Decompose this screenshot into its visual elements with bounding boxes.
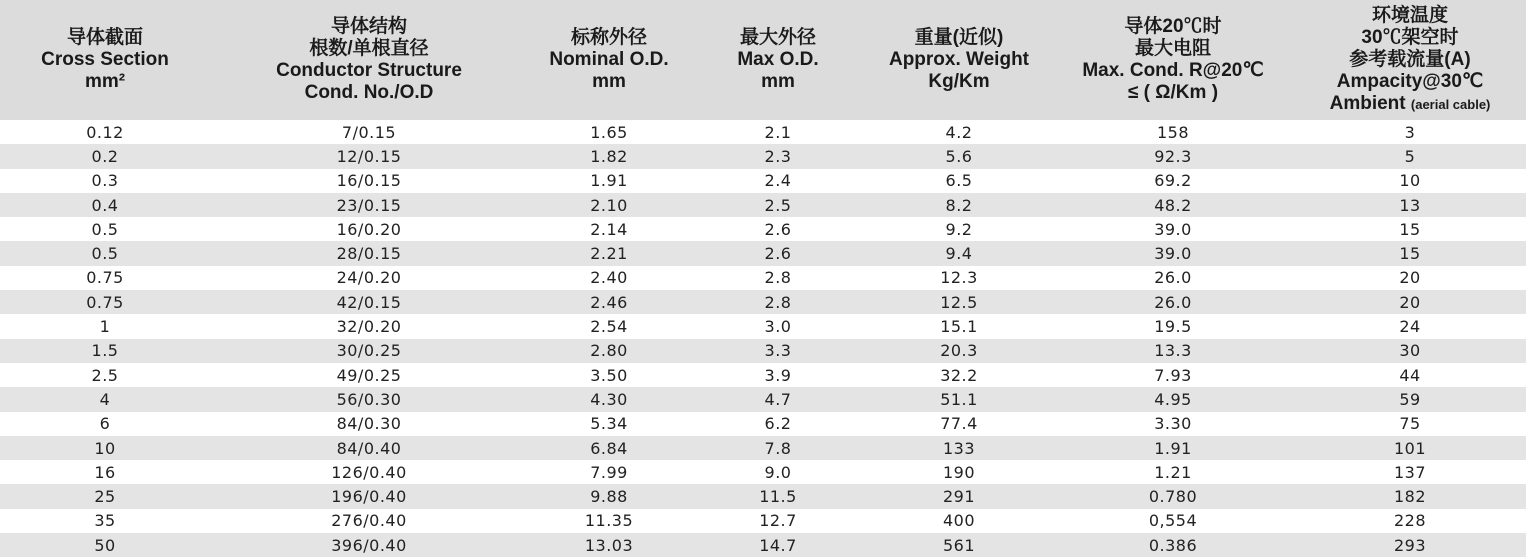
table-cell: 1.5 [91, 341, 119, 361]
table-cell: 35 [94, 511, 116, 531]
table-cell: 20 [1399, 268, 1421, 288]
table-header [0, 0, 1526, 120]
table-cell: 15.1 [940, 317, 978, 337]
table-cell: 50 [94, 535, 116, 555]
table-cell: 6.84 [590, 438, 628, 458]
header-aerial-note: (aerial cable) [1410, 96, 1491, 112]
table-body [0, 120, 1526, 557]
table-row [0, 509, 1526, 533]
header-line: 最大外径 [739, 27, 816, 48]
table-cell: 2.3 [764, 146, 792, 166]
table-cell: 9.0 [764, 462, 792, 482]
table-cell: 7.93 [1154, 365, 1192, 385]
table-cell: 30/0.25 [336, 341, 402, 361]
header-line: 导体结构 [330, 16, 407, 37]
header-line: 标称外径 [570, 27, 647, 48]
header-line: Conductor Structure [276, 60, 462, 81]
header-max-resistance [1052, 0, 1294, 120]
table-cell: 28/0.15 [336, 244, 402, 264]
table-cell: 2.8 [764, 292, 792, 312]
table-cell: 1.21 [1154, 462, 1192, 482]
table-cell: 400 [942, 511, 976, 531]
table-cell: 7/0.15 [341, 122, 397, 142]
header-line: Max. Cond. R@20℃ [1082, 60, 1264, 81]
table-cell: 2.5 [764, 195, 792, 215]
table-cell: 11.35 [584, 511, 634, 531]
header-line: 30℃架空时 [1361, 26, 1459, 48]
table-row [0, 266, 1526, 290]
table-cell: 16/0.20 [336, 219, 402, 239]
table-cell: 6 [99, 414, 111, 434]
table-cell: 32.2 [940, 365, 978, 385]
table-cell: 92.3 [1154, 146, 1192, 166]
header-line: Max O.D. [737, 49, 819, 70]
table-row [0, 484, 1526, 508]
table-cell: 3.9 [764, 365, 792, 385]
table-cell: 0.75 [86, 268, 124, 288]
table-cell: 5.6 [945, 146, 973, 166]
header-max-od [690, 0, 866, 120]
table-cell: 20 [1399, 292, 1421, 312]
table-cell: 39.0 [1154, 244, 1192, 264]
header-line: mm [592, 71, 626, 92]
table-row [0, 241, 1526, 265]
table-cell: 9.88 [590, 487, 628, 507]
header-cross-section [0, 0, 210, 120]
table-cell: 56/0.30 [336, 389, 402, 409]
table-cell: 133 [942, 438, 976, 458]
table-cell: 44 [1399, 365, 1421, 385]
table-cell: 126/0.40 [331, 462, 407, 482]
table-cell: 4.95 [1154, 389, 1192, 409]
table-row [0, 363, 1526, 387]
header-line: 参考载流量(A) [1349, 48, 1471, 70]
table-cell: 6.5 [945, 171, 973, 191]
table-cell: 4.2 [945, 122, 973, 142]
header-ampacity [1294, 0, 1526, 120]
table-cell: 6.2 [764, 414, 792, 434]
table-cell: 69.2 [1154, 171, 1192, 191]
header-line: Cross Section [41, 49, 169, 70]
table-cell: 16/0.15 [336, 171, 402, 191]
table-cell: 2.5 [91, 365, 119, 385]
table-cell: 1.91 [590, 171, 628, 191]
table-cell: 12.7 [759, 511, 797, 531]
table-cell: 2.8 [764, 268, 792, 288]
table-cell: 2.10 [590, 195, 628, 215]
table-cell: 20.3 [940, 341, 978, 361]
table-cell: 12.5 [940, 292, 978, 312]
table-cell: 2.1 [764, 122, 792, 142]
table-cell: 9.2 [945, 219, 973, 239]
table-cell: 16 [94, 462, 116, 482]
table-cell: 59 [1399, 389, 1421, 409]
table-row [0, 533, 1526, 557]
table-cell: 190 [942, 462, 976, 482]
table-cell: 84/0.40 [336, 438, 402, 458]
table-cell: 2.40 [590, 268, 628, 288]
table-cell: 4.30 [590, 389, 628, 409]
header-line: Approx. Weight [888, 49, 1030, 70]
header-conductor-structure [210, 0, 528, 120]
table-cell: 2.6 [764, 219, 792, 239]
header-approx-weight [866, 0, 1052, 120]
table-cell: 24/0.20 [336, 268, 402, 288]
table-cell: 8.2 [945, 195, 973, 215]
table-row [0, 436, 1526, 460]
table-row [0, 193, 1526, 217]
table-cell: 7.99 [590, 462, 628, 482]
table-cell: 1.65 [590, 122, 628, 142]
table-cell: 0.75 [86, 292, 124, 312]
table-row [0, 120, 1526, 144]
header-line: Ampacity@30℃ [1336, 70, 1484, 92]
table-cell: 196/0.40 [331, 487, 407, 507]
table-cell: 10 [94, 438, 116, 458]
table-cell: 3 [1404, 122, 1416, 142]
table-cell: 9.4 [945, 244, 973, 264]
table-cell: 84/0.30 [336, 414, 402, 434]
table-row [0, 290, 1526, 314]
table-cell: 11.5 [759, 487, 797, 507]
header-line: Kg/Km [928, 71, 990, 92]
table-cell: 2.4 [764, 171, 792, 191]
table-cell: 25 [94, 487, 116, 507]
table-cell: 15 [1399, 219, 1421, 239]
header-line: Nominal O.D. [549, 49, 669, 70]
header-line [1294, 93, 1526, 116]
table-row [0, 387, 1526, 411]
table-cell: 39.0 [1154, 219, 1192, 239]
table-cell: 0,554 [1148, 511, 1198, 531]
table-row [0, 460, 1526, 484]
table-cell: 0.4 [91, 195, 119, 215]
table-cell: 51.1 [940, 389, 978, 409]
table-cell: 0.12 [86, 122, 124, 142]
table-cell: 32/0.20 [336, 317, 402, 337]
header-line: 重量(近似) [914, 27, 1004, 48]
table-cell: 10 [1399, 171, 1421, 191]
table-cell: 1 [99, 317, 111, 337]
table-cell: 4.7 [764, 389, 792, 409]
table-cell: 13.03 [584, 535, 634, 555]
table-row [0, 144, 1526, 168]
table-cell: 48.2 [1154, 195, 1192, 215]
header-line: mm [761, 71, 795, 92]
table-cell: 30 [1399, 341, 1421, 361]
table-cell: 561 [942, 535, 976, 555]
table-cell: 3.3 [764, 341, 792, 361]
table-cell: 276/0.40 [331, 511, 407, 531]
header-line: Cond. No./O.D [304, 82, 434, 103]
table-cell: 75 [1399, 414, 1421, 434]
table-cell: 0.5 [91, 244, 119, 264]
table-cell: 228 [1393, 511, 1427, 531]
table-cell: 0.3 [91, 171, 119, 191]
table-cell: 3.0 [764, 317, 792, 337]
table-cell: 0.780 [1148, 487, 1198, 507]
table-cell: 1.91 [1154, 438, 1192, 458]
header-line: mm² [84, 71, 126, 92]
header-line: 环境温度 [1371, 4, 1448, 26]
table-cell: 13.3 [1154, 341, 1192, 361]
table-cell: 26.0 [1154, 268, 1192, 288]
table-row [0, 412, 1526, 436]
table-cell: 1.82 [590, 146, 628, 166]
table-cell: 137 [1393, 462, 1427, 482]
header-line: 最大电阻 [1134, 38, 1211, 59]
table-cell: 23/0.15 [336, 195, 402, 215]
table-cell: 12.3 [940, 268, 978, 288]
table-cell: 2.80 [590, 341, 628, 361]
header-line: ≤ ( Ω/Km ) [1127, 82, 1219, 103]
table-cell: 42/0.15 [336, 292, 402, 312]
header-ambient: Ambient [1329, 92, 1406, 114]
header-line: 根数/单根直径 [309, 38, 429, 59]
table-cell: 101 [1393, 438, 1427, 458]
header-line: 导体截面 [66, 27, 143, 48]
table-cell: 7.8 [764, 438, 792, 458]
table-cell: 49/0.25 [336, 365, 402, 385]
table-cell: 26.0 [1154, 292, 1192, 312]
table-cell: 12/0.15 [336, 146, 402, 166]
table-cell: 14.7 [759, 535, 797, 555]
table-cell: 0.386 [1148, 535, 1198, 555]
table-row [0, 169, 1526, 193]
table-cell: 158 [1156, 122, 1190, 142]
table-cell: 2.14 [590, 219, 628, 239]
table-cell: 0.2 [91, 146, 119, 166]
table-row [0, 314, 1526, 338]
header-row [0, 0, 1526, 120]
table-cell: 396/0.40 [331, 535, 407, 555]
table-row [0, 217, 1526, 241]
table-cell: 24 [1399, 317, 1421, 337]
table-cell: 0.5 [91, 219, 119, 239]
table-cell: 3.50 [590, 365, 628, 385]
table-cell: 19.5 [1154, 317, 1192, 337]
table-row [0, 339, 1526, 363]
table-cell: 5.34 [590, 414, 628, 434]
header-line: 导体20℃时 [1124, 16, 1222, 37]
table-cell: 291 [942, 487, 976, 507]
header-nominal-od [528, 0, 690, 120]
table-cell: 13 [1399, 195, 1421, 215]
table-cell: 4 [99, 389, 111, 409]
table-cell: 2.21 [590, 244, 628, 264]
table-cell: 77.4 [940, 414, 978, 434]
table-cell: 2.6 [764, 244, 792, 264]
table-cell: 15 [1399, 244, 1421, 264]
table-cell: 5 [1404, 146, 1416, 166]
table-cell: 3.30 [1154, 414, 1192, 434]
table-cell: 182 [1393, 487, 1427, 507]
table-cell: 2.46 [590, 292, 628, 312]
table-cell: 2.54 [590, 317, 628, 337]
table-cell: 293 [1393, 535, 1427, 555]
